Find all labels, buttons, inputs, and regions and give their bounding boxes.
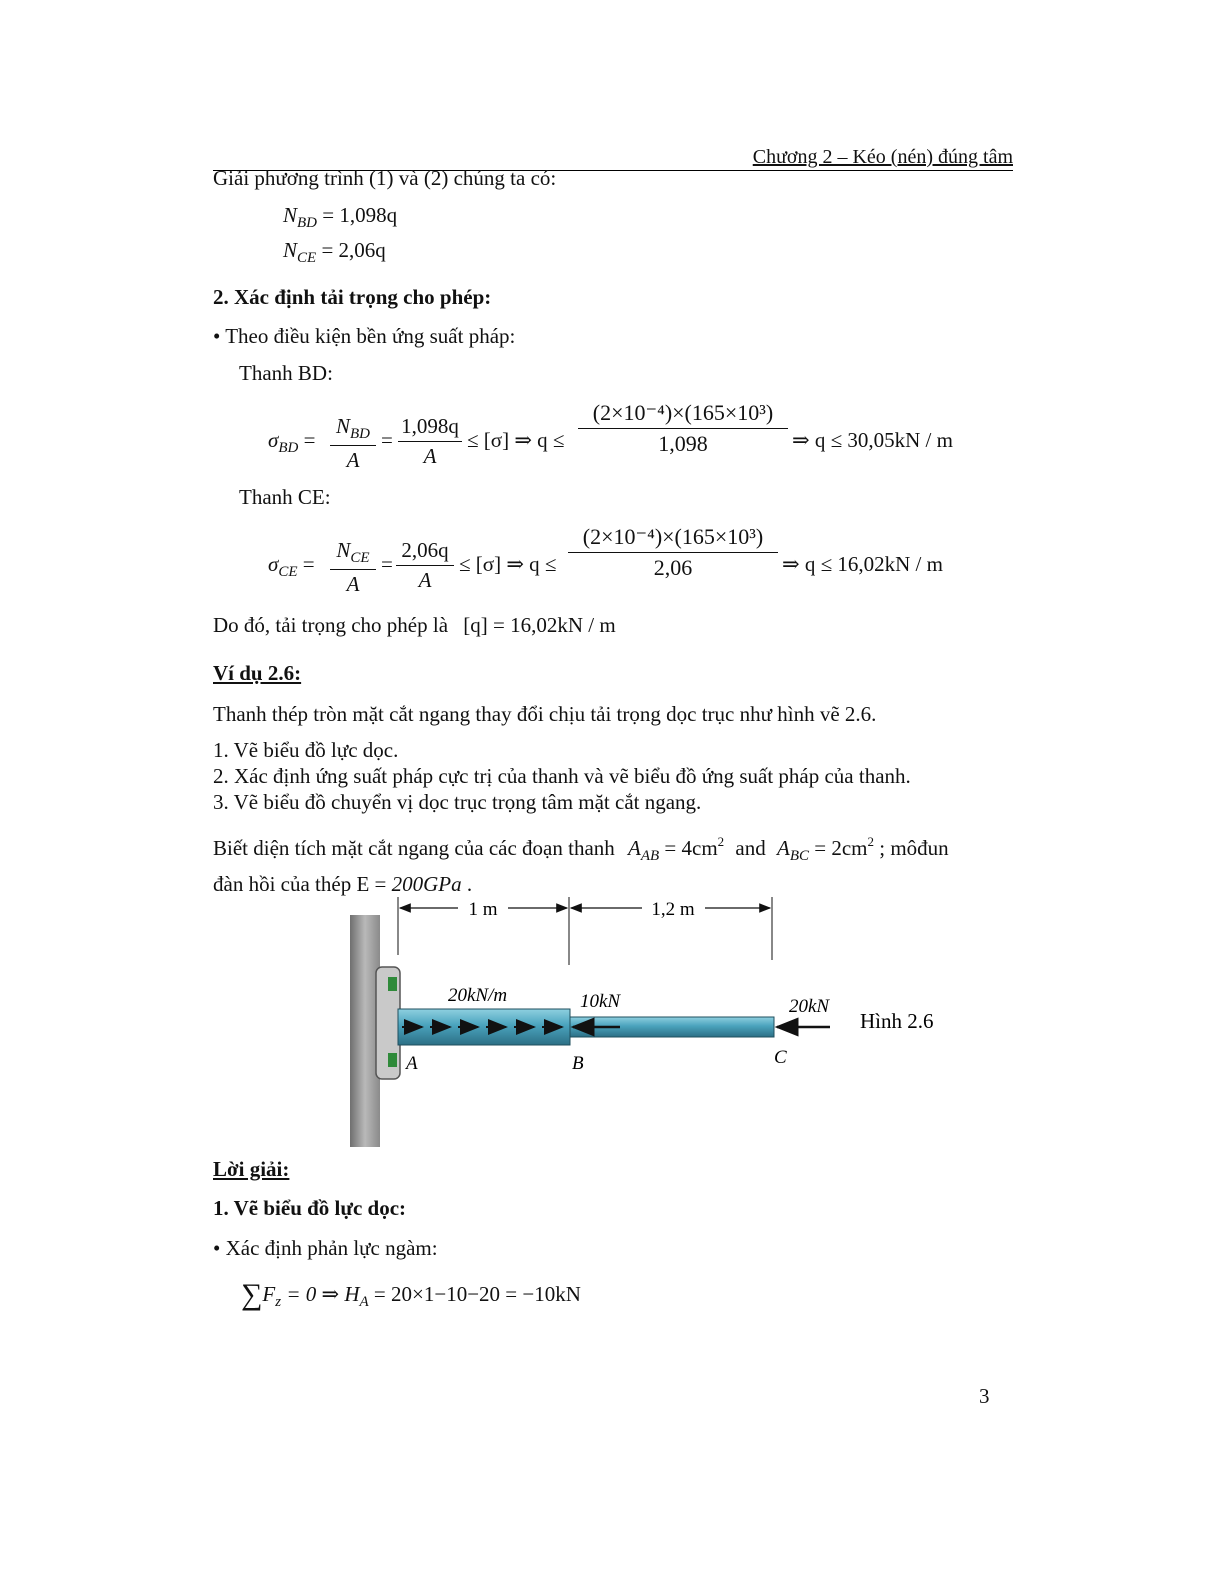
reaction-equation: $\sum F_z = 0$ ⇒ $H_A = 20\times 1-10-20 = -10kN$ — [241, 1278, 581, 1311]
eq-ce-equals: = — [381, 552, 393, 576]
point-label-b: B — [572, 1053, 584, 1074]
figure-2-6 — [330, 885, 950, 1155]
eq-ce-ineq: ≤ [σ] ⇒ q ≤ — [459, 552, 557, 576]
eq-bd-equals: = — [381, 428, 393, 452]
result-nce: $N_{CE} = 2,06q$ — [283, 238, 386, 266]
eq-ce-frac3: $\frac{\text{(2×10⁻⁴)×(165×10³)}}{2,06}$ — [568, 524, 778, 581]
eq-bd-ineq: ≤ [σ] ⇒ q ≤ — [467, 428, 565, 452]
list-item: 3. Vẽ biểu đồ chuyển vị dọc trục trọng tâm mặt cắt ngang. — [213, 790, 702, 814]
figure-caption: Hình 2.6 — [860, 1009, 934, 1033]
chapter-title: Chương 2 – Kéo (nén) đúng tâm — [752, 146, 1013, 168]
result-nbd: $N_{BD} = 1,098q$ — [283, 203, 398, 231]
example-statement: Thanh thép tròn mặt cắt ngang thay đổi chịu tải trọng dọc trục như hình vẽ 2.6. — [213, 702, 877, 726]
list-item: 2. Xác định ứng suất pháp cực trị của thanh và vẽ biểu đồ ứng suất pháp của thanh. — [213, 764, 911, 788]
solution-step1: 1. Vẽ biểu đồ lực dọc: — [213, 1196, 407, 1220]
eq-bd-frac2: $\frac{1,098q}{A}$ — [398, 414, 462, 469]
page-number: 3 — [979, 1384, 990, 1408]
solution-bullet: • Xác định phản lực ngàm: — [213, 1236, 438, 1260]
solution-title: Lời giải: — [213, 1157, 290, 1181]
eq-ce-frac1: $N_{CE}$ A — [330, 538, 376, 597]
dim-label-1: 1 m — [468, 899, 498, 920]
section-title: 2. Xác định tải trọng cho phép: — [213, 285, 492, 309]
bolt-top — [388, 977, 397, 991]
label-distributed-load: 20kN/m — [448, 985, 508, 1006]
list-item: 1. Vẽ biểu đồ lực dọc. — [213, 738, 399, 762]
solve-line: Giải phương trình (1) và (2) chúng ta có: — [213, 166, 557, 190]
label-load-b: 10kN — [580, 991, 621, 1012]
point-label-c: C — [774, 1047, 787, 1068]
given-areas: Biết diện tích mặt cắt ngang của các đoạn thanh $A_{AB} = 4cm^2$ and $A_{BC} = 2cm^2$ ; môđun — [213, 834, 949, 864]
eq-bd-result: ⇒ q ≤ 30,05kN / m — [792, 428, 953, 452]
label-ce: Thanh CE: — [239, 485, 331, 509]
eq-ce-result: ⇒ q ≤ 16,02kN / m — [782, 552, 943, 576]
eq-bd-frac3: $\frac{\text{(2×10⁻⁴)×(165×10³)}}{1,098}$ — [578, 400, 788, 457]
example-title: Ví dụ 2.6: — [213, 661, 302, 685]
eq-ce-sigma: $\sigma_{CE}$ = — [268, 552, 315, 580]
eq-bd-frac1: $N_{BD}$ A — [330, 414, 376, 473]
conclusion: Do đó, tải trọng cho phép là [q] = 16,02kN / m — [213, 613, 616, 637]
example-list — [213, 737, 911, 815]
bullet-condition: • Theo điều kiện bền ứng suất pháp: — [213, 324, 516, 348]
eq-ce-frac2: $\frac{2,06q}{A}$ — [396, 538, 454, 593]
label-load-c: 20kN — [789, 996, 830, 1017]
label-bd: Thanh BD: — [239, 361, 333, 385]
bolt-bottom — [388, 1053, 397, 1067]
point-label-a: A — [406, 1053, 418, 1074]
eq-bd-sigma: $\sigma_{BD}$ = — [268, 428, 316, 456]
modulus-line: đàn hồi của thép E = 200GPa . — [213, 872, 473, 896]
dim-label-2: 1,2 m — [651, 899, 695, 920]
